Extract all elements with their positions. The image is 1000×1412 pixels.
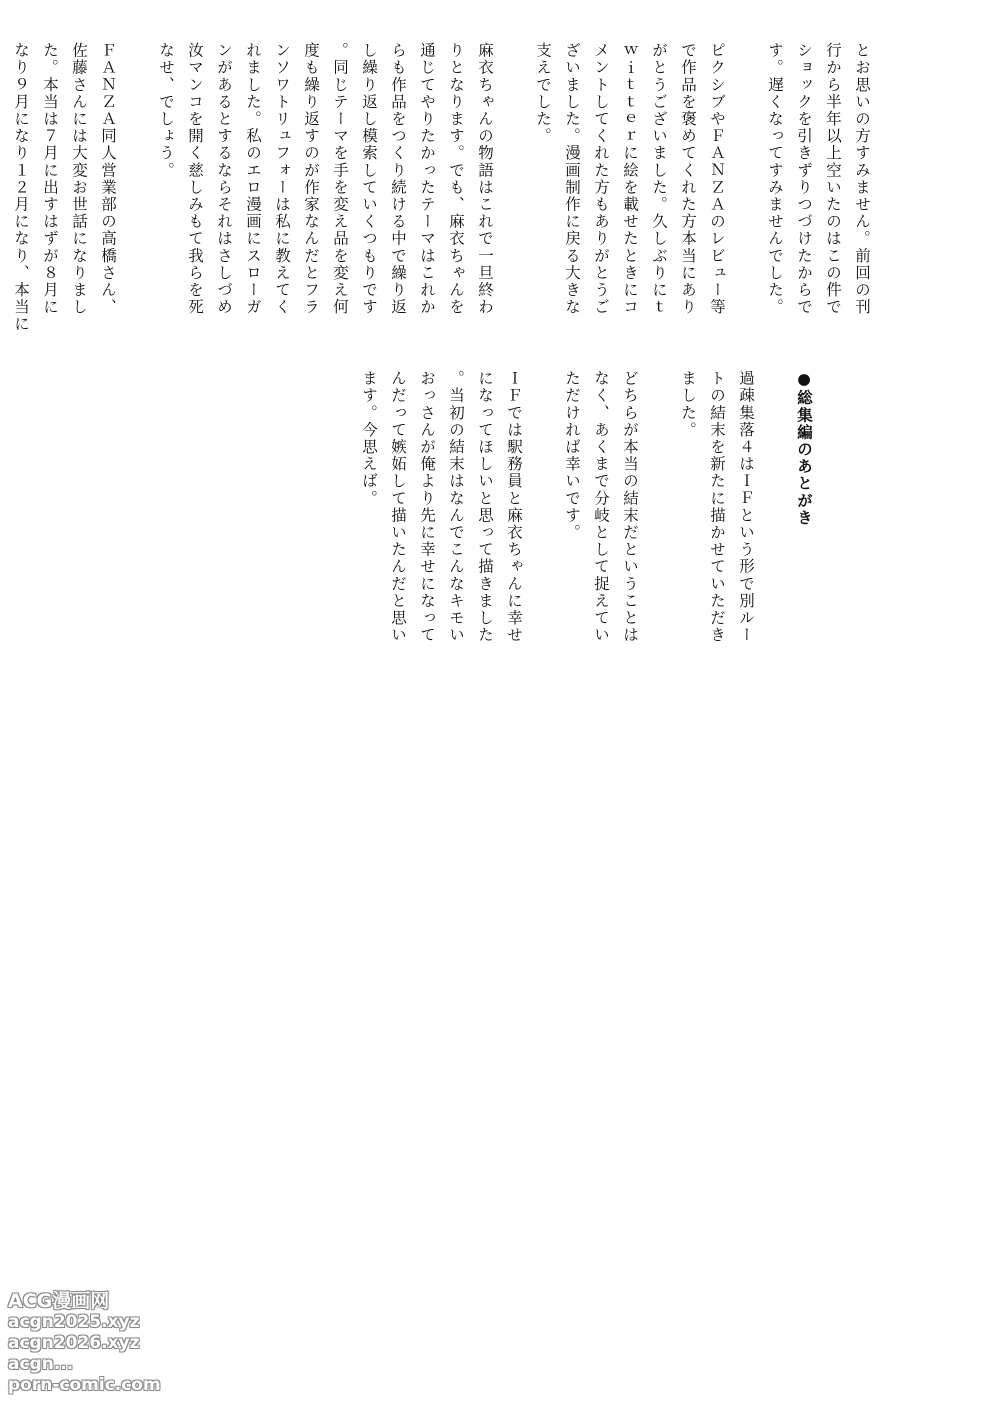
text-line: ピクシブやＦＡＮＺＡのレビュー等 — [708, 42, 726, 316]
text-line: ました。 — [679, 370, 697, 439]
text-line — [644, 370, 673, 690]
text-line — [499, 42, 528, 372]
watermark-url-3: acgn... — [8, 1354, 74, 1374]
text-line: なく、あくまで分岐として捉えてい — [592, 370, 610, 644]
text-line: た。本当は７月に出すはずが８月に — [41, 42, 59, 316]
text-line: おっさんが俺より先に幸せになって — [418, 370, 436, 644]
text-line: 。当初の結末はなんでこんなキモい — [447, 370, 465, 644]
text-line: で作品を褒めてくれた方本当にあり — [679, 42, 697, 316]
section-heading: ●総集編のあとがき — [795, 370, 813, 527]
text-line: らも作品をつくり続ける中で繰り返 — [389, 42, 407, 316]
watermark-url-4: porn-comic.com — [8, 1375, 161, 1395]
text-line: ｗｉｔｔｅｒに絵を載せたときにコ — [621, 42, 639, 316]
watermark-url-2: acgn2026.xyz — [8, 1333, 140, 1353]
text-line: す。遅くなってすみませんでした。 — [766, 42, 784, 316]
text-line: トの結末を新たに描かせていただき — [708, 370, 726, 644]
text-line: がとうございました。久しぶりにｔ — [650, 42, 668, 316]
text-line: ンソワトリュフォーは私に教えてく — [273, 42, 291, 316]
text-line: ンがあるとするならそれはさしづめ — [215, 42, 233, 316]
text-line: ます。今思えば。 — [360, 370, 378, 507]
text-line: なせ、でしょう。 — [157, 42, 175, 179]
text-line: 通じてやりたかったテーマはこれか — [418, 42, 436, 316]
text-line: 度も繰り返すのが作家なんだとフラ — [302, 42, 320, 316]
text-line: れました。私のエロ漫画にスローガ — [244, 42, 262, 316]
watermark-url-1: acgn2025.xyz — [8, 1312, 140, 1332]
text-line — [731, 42, 760, 372]
text-line: 行から半年以上空いたのはこの件で — [824, 42, 842, 316]
text-line — [528, 370, 557, 690]
text-line: 。同じテーマを手を変え品を変え何 — [331, 42, 349, 316]
text-line: とお思いの方すみません。前回の刊 — [853, 42, 871, 316]
afterword-text-upper — [0, 42, 876, 372]
text-line — [122, 42, 151, 372]
text-line: ただければ幸いです。 — [563, 370, 581, 541]
afterword-text-lower — [354, 370, 876, 690]
text-line: メントしてくれた方もありがとうご — [592, 42, 610, 316]
text-line: になってほしいと思って描きました — [476, 370, 494, 644]
text-line: んだって嫉妬して描いたんだと思い — [389, 370, 407, 644]
text-line: ＦＡＮＺＡ同人営業部の高橋さん、 — [99, 42, 117, 316]
watermark-title: ACG漫画网 — [8, 1290, 110, 1312]
text-line: ＩＦでは駅務員と麻衣ちゃんに幸せ — [505, 370, 523, 644]
text-line: 麻衣ちゃんの物語はこれで一旦終わ — [476, 42, 494, 316]
text-line: ざいました。漫画制作に戻る大きな — [563, 42, 581, 316]
text-line: し繰り返し模索していくつもりです — [360, 42, 378, 316]
text-line: 支えでした。 — [534, 42, 552, 145]
text-line: ショックを引きずりつづけたからで — [795, 42, 813, 316]
text-line: 過疎集落４はＩＦという形で別ルー — [737, 370, 755, 644]
text-line: 汝マンコを開く慈しみもて我らを死 — [186, 42, 204, 316]
site-watermark — [8, 1291, 161, 1396]
text-line: 佐藤さんには大変お世話になりまし — [70, 42, 88, 316]
text-line: なり９月になり１２月になり、本当に — [12, 42, 30, 333]
text-line: どちらが本当の結末だということは — [621, 370, 639, 644]
text-line: りとなります。でも、麻衣ちゃんを — [447, 42, 465, 316]
